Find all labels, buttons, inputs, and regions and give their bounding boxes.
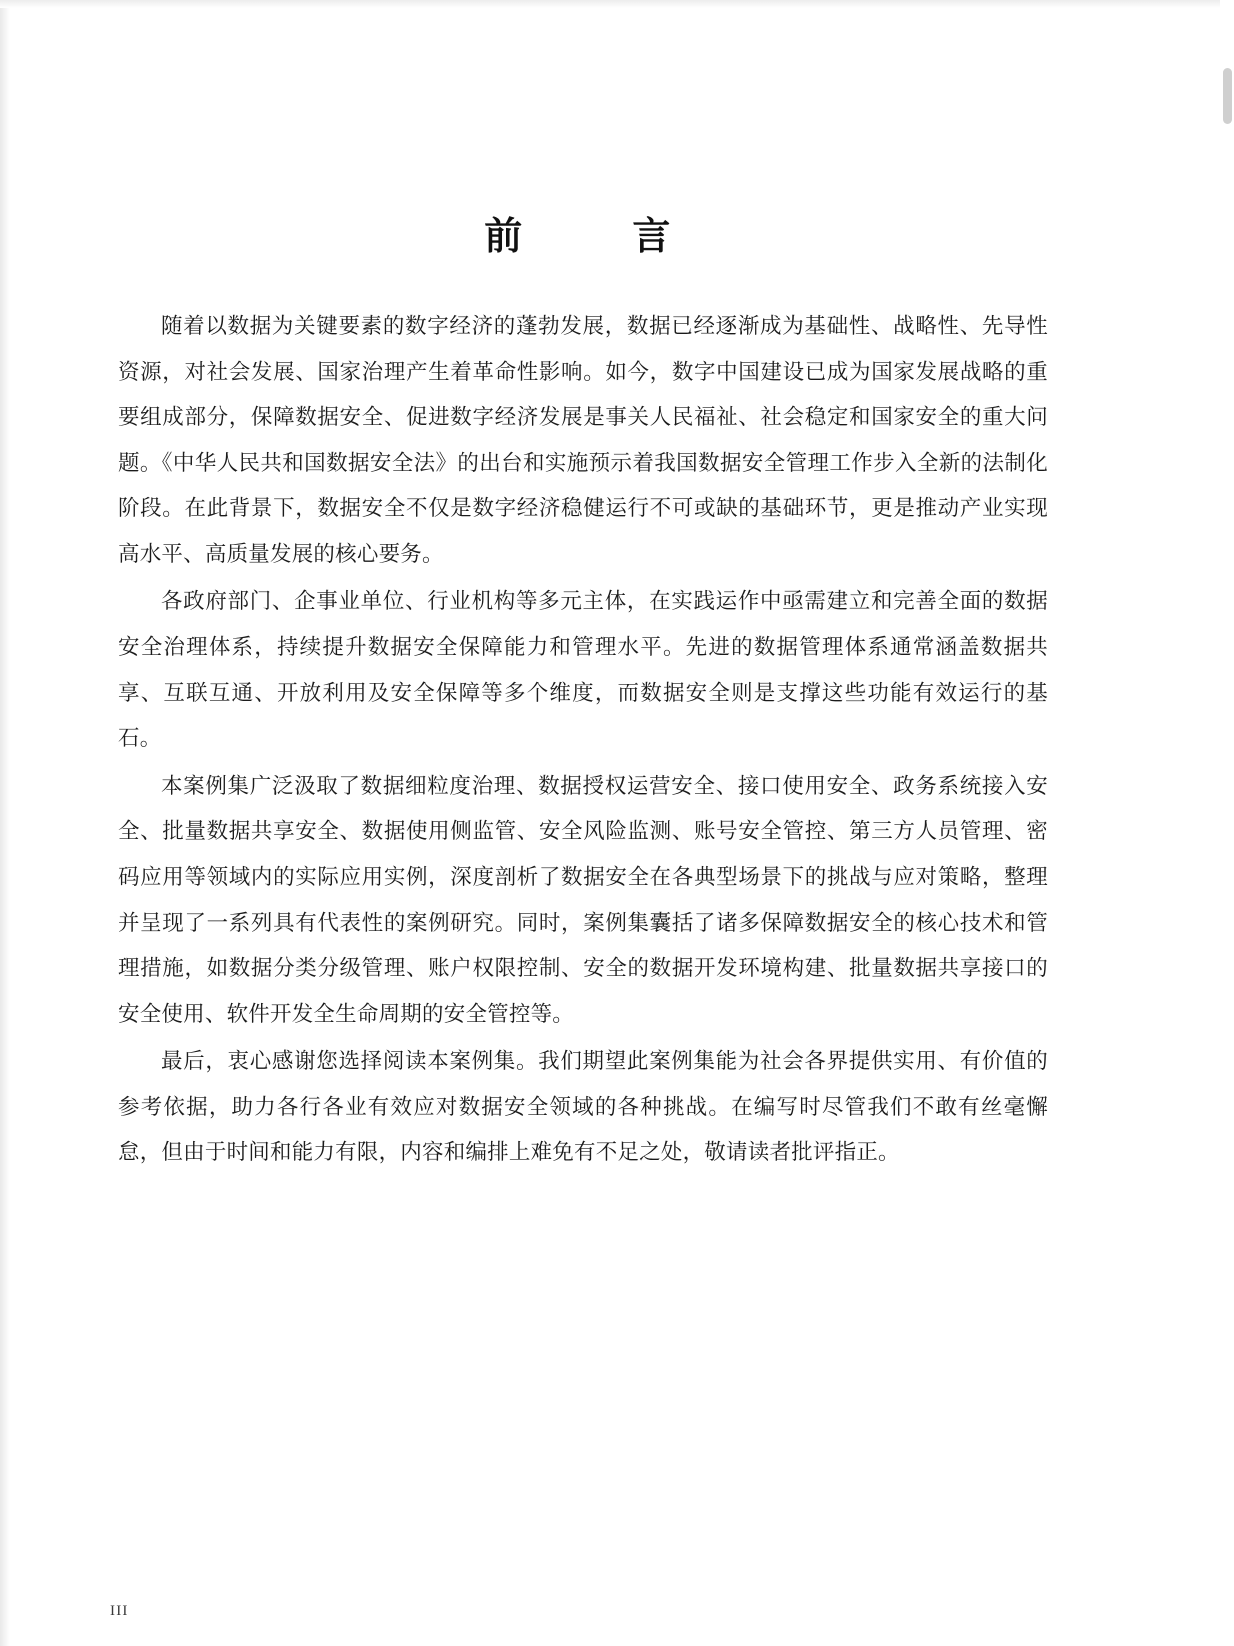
page-number: III (110, 1603, 129, 1619)
scrollbar-thumb[interactable] (1223, 68, 1232, 124)
document-content (118, 0, 1048, 1178)
page-edge-shadow-left (0, 0, 10, 1646)
vertical-scrollbar[interactable] (1220, 0, 1234, 1646)
page-title: 前 言 (484, 216, 682, 258)
document-body (118, 304, 1048, 1176)
paragraph: 各政府部门、企事业单位、行业机构等多元主体，在实践运作中亟需建立和完善全面的数据安全治理体系，持续提升数据安全保障能力和管理水平。先进的数据管理体系通常涵盖数据共享、互联互通、开放利用及安全保障等多个维度，而数据安全则是支撑这些功能有效运行的基石。 (118, 589, 1048, 751)
paragraph: 随着以数据为关键要素的数字经济的蓬勃发展，数据已经逐渐成为基础性、战略性、先导性资源，对社会发展、国家治理产生着革命性影响。如今，数字中国建设已成为国家发展战略的重要组成部分，保障数据安全、促进数字经济发展是事关人民福祉、社会稳定和国家安全的重大问题。《中华人民共和国数据安全法》的出台和实施预示着我国数据安全管理工作步入全新的法制化阶段。在此背景下，数据安全不仅是数字经济稳健运行不可或缺的基础环节，更是推动产业实现高水平、高质量发展的核心要务。 (118, 314, 1048, 566)
paragraph: 最后，衷心感谢您选择阅读本案例集。我们期望此案例集能为社会各界提供实用、有价值的参考依据，助力各行各业有效应对数据安全领域的各种挑战。在编写时尽管我们不敢有丝毫懈怠，但由于时间和能力有限，内容和编排上难免有不足之处，敬请读者批评指正。 (118, 1049, 1048, 1165)
paragraph: 本案例集广泛汲取了数据细粒度治理、数据授权运营安全、接口使用安全、政务系统接入安全、批量数据共享安全、数据使用侧监管、安全风险监测、账号安全管控、第三方人员管理、密码应用等领域内的实际应用实例，深度剖析了数据安全在各典型场景下的挑战与应对策略，整理并呈现了一系列具有代表性的案例研究。同时，案例集囊括了诸多保障数据安全的核心技术和管理措施，如数据分类分级管理、账户权限控制、安全的数据开发环境构建、批量数据共享接口的安全使用、软件开发全生命周期的安全管控等。 (118, 773, 1048, 1026)
